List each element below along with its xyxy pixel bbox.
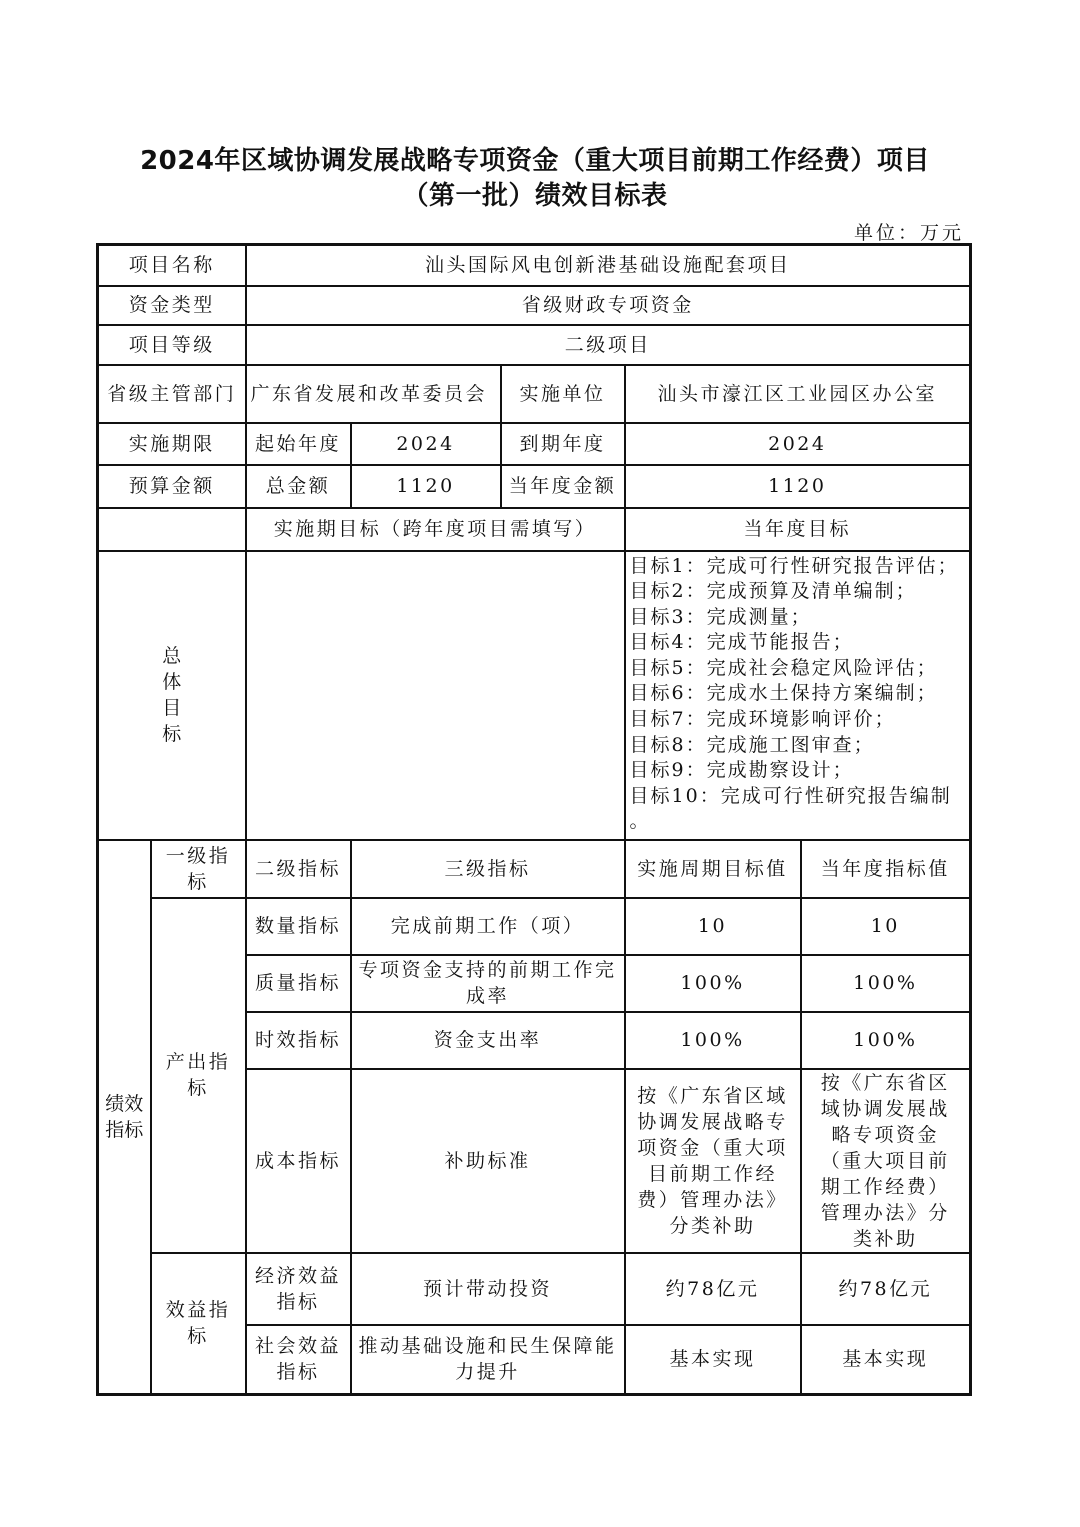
table-row-period: 100% bbox=[625, 955, 801, 1012]
fund-type-label: 资金类型 bbox=[98, 286, 246, 325]
table-row-period: 10 bbox=[625, 898, 801, 955]
header-level3: 三级指标 bbox=[351, 840, 625, 898]
goal-item: 目标1：完成可行性研究报告评估； bbox=[629, 554, 959, 577]
output-indicator-label: 产出指标 bbox=[151, 898, 246, 1253]
start-year-label: 起始年度 bbox=[246, 423, 351, 465]
table-row-level2: 数量指标 bbox=[246, 898, 351, 955]
header-level1: 一级指标 bbox=[151, 840, 246, 898]
table-row-level2: 成本指标 bbox=[246, 1069, 351, 1253]
goal-item: 目标6：完成水土保持方案编制； bbox=[629, 682, 938, 705]
table-row-period: 约78亿元 bbox=[625, 1253, 801, 1325]
table-row-period: 100% bbox=[625, 1012, 801, 1069]
impl-unit-value: 汕头市濠江区工业园区办公室 bbox=[625, 365, 971, 423]
table-row-current: 10 bbox=[801, 898, 971, 955]
goal-item: 目标4：完成节能报告； bbox=[629, 631, 854, 654]
table-row-level3: 预计带动投资 bbox=[351, 1253, 625, 1325]
table-row-level2: 时效指标 bbox=[246, 1012, 351, 1069]
dept-value: 广东省发展和改革委员会 bbox=[246, 365, 501, 423]
table-row-current: 100% bbox=[801, 1012, 971, 1069]
overall-goal-label: 总 体 目 标 bbox=[98, 551, 246, 840]
table-row-level3: 推动基础设施和民生保障能力提升 bbox=[351, 1325, 625, 1395]
header-level2: 二级指标 bbox=[246, 840, 351, 898]
budget-label: 预算金额 bbox=[98, 465, 246, 508]
current-goal-header: 当年度目标 bbox=[625, 508, 971, 551]
header-period-target: 实施周期目标值 bbox=[625, 840, 801, 898]
current-goal-list bbox=[625, 551, 971, 840]
fund-type-value: 省级财政专项资金 bbox=[246, 286, 971, 325]
goal-item: 目标9：完成勘察设计； bbox=[629, 759, 854, 782]
project-level-label: 项目等级 bbox=[98, 325, 246, 365]
total-amount-value: 1120 bbox=[351, 465, 501, 508]
table-row-current: 约78亿元 bbox=[801, 1253, 971, 1325]
period-label: 实施期限 bbox=[98, 423, 246, 465]
end-year-label: 到期年度 bbox=[501, 423, 625, 465]
document-title-line1: 2024年区域协调发展战略专项资金（重大项目前期工作经费）项目 bbox=[140, 146, 930, 176]
start-year-value: 2024 bbox=[351, 423, 501, 465]
table-row-period: 基本实现 bbox=[625, 1325, 801, 1395]
table-row-level3: 专项资金支持的前期工作完成率 bbox=[351, 955, 625, 1012]
table-row-level3: 资金支出率 bbox=[351, 1012, 625, 1069]
table-row-period: 按《广东省区域协调发展战略专项资金（重大项目前期工作经费）管理办法》分类补助 bbox=[625, 1069, 801, 1253]
table-row-level2: 社会效益指标 bbox=[246, 1325, 351, 1395]
dept-label: 省级主管部门 bbox=[98, 365, 246, 423]
total-amount-label: 总金额 bbox=[246, 465, 351, 508]
end-year-value: 2024 bbox=[625, 423, 971, 465]
goal-item: 目标8：完成施工图审查； bbox=[629, 733, 875, 756]
table-row-current: 按《广东省区域协调发展战略专项资金（重大项目前期工作经费）管理办法》分类补助 bbox=[801, 1069, 971, 1253]
project-name-label: 项目名称 bbox=[98, 245, 246, 286]
goal-item: 目标10：完成可行性研究报告编制 bbox=[629, 784, 952, 807]
performance-indicator-label: 绩效 指标 bbox=[98, 840, 151, 1395]
impl-goal-content bbox=[246, 551, 625, 840]
project-level-value: 二级项目 bbox=[246, 325, 971, 365]
current-amount-value: 1120 bbox=[625, 465, 971, 508]
table-row-level3: 完成前期工作（项） bbox=[351, 898, 625, 955]
table-row-level2: 经济效益指标 bbox=[246, 1253, 351, 1325]
goal-header-blank bbox=[98, 508, 246, 551]
current-amount-label: 当年度金额 bbox=[501, 465, 625, 508]
table-row-level2: 质量指标 bbox=[246, 955, 351, 1012]
table-row-level3: 补助标准 bbox=[351, 1069, 625, 1253]
document-title-line2: （第一批）绩效目标表 bbox=[402, 181, 668, 211]
header-current-target: 当年度指标值 bbox=[801, 840, 971, 898]
goal-item: 目标3：完成测量； bbox=[629, 605, 812, 628]
unit-label: 单位：万元 bbox=[853, 222, 964, 244]
goal-item: 目标7：完成环境影响评价； bbox=[629, 708, 896, 731]
performance-target-table bbox=[96, 243, 972, 1396]
benefit-indicator-label: 效益指标 bbox=[151, 1253, 246, 1395]
table-row-current: 100% bbox=[801, 955, 971, 1012]
impl-unit-label: 实施单位 bbox=[501, 365, 625, 423]
goal-item: 目标2：完成预算及清单编制； bbox=[629, 580, 917, 603]
impl-goal-header: 实施期目标（跨年度项目需填写） bbox=[246, 508, 625, 551]
goal-item: 目标5：完成社会稳定风险评估； bbox=[629, 656, 938, 679]
project-name-value: 汕头国际风电创新港基础设施配套项目 bbox=[246, 245, 971, 286]
table-row-current: 基本实现 bbox=[801, 1325, 971, 1395]
goal-item: 。 bbox=[629, 810, 651, 833]
